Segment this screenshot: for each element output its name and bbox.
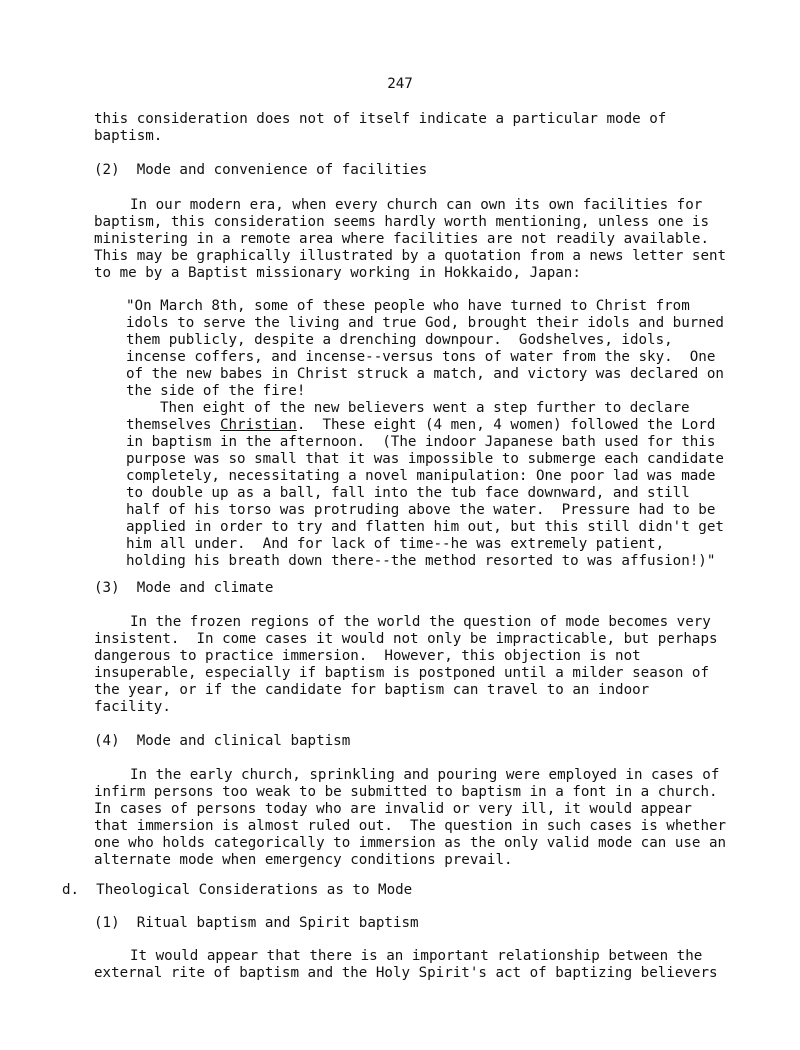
paragraph-line: that immersion is almost ruled out. The question in such cases is whether <box>94 818 727 834</box>
paragraph-line: It would appear that there is an important relationship between the <box>130 948 703 964</box>
quote-line: in baptism in the afternoon. (The indoor Japanese bath used for this <box>126 434 716 450</box>
quote-line: him all under. And for lack of time--he was extremely patient, <box>126 536 665 552</box>
intro-line: this consideration does not of itself indicate a particular mode of <box>94 111 667 127</box>
section-heading: (4) Mode and clinical baptism <box>94 733 351 749</box>
quote-line <box>126 417 715 434</box>
paragraph-line: This may be graphically illustrated by a quotation from a news letter sent <box>94 248 727 264</box>
quote-text: themselves <box>126 417 220 433</box>
quote-line: Then eight of the new believers went a step further to declare <box>160 400 690 416</box>
paragraph-line: facility. <box>94 699 171 715</box>
quote-line: incense coffers, and incense--versus tons of water from the sky. One <box>126 349 716 365</box>
quote-line: holding his breath down there--the method resorted to was affusion!)" <box>126 553 716 569</box>
quote-line: of the new babes in Christ struck a match, and victory was declared on <box>126 366 724 382</box>
paragraph-line: insuperable, especially if baptism is postponed until a milder season of <box>94 665 709 681</box>
quote-line: completely, necessitating a novel manipulation: One poor lad was made <box>126 468 716 484</box>
paragraph-line: baptism, this consideration seems hardly worth mentioning, unless one is <box>94 214 709 230</box>
paragraph-line: infirm persons too weak to be submitted to baptism in a font in a church. <box>94 784 718 800</box>
quote-text: . These eight (4 men, 4 women) followed the Lord <box>296 417 716 433</box>
section-heading: (1) Ritual baptism and Spirit baptism <box>94 915 419 931</box>
paragraph-line: In the early church, sprinkling and pouring were employed in cases of <box>130 767 720 783</box>
quote-line: applied in order to try and flatten him out, but this still didn't get <box>126 519 724 535</box>
paragraph-line: one who holds categorically to immersion as the only valid mode can use an <box>94 835 727 851</box>
paragraph-line: ministering in a remote area where facilities are not readily available. <box>94 231 709 247</box>
quote-line: "On March 8th, some of these people who have turned to Christ from <box>126 298 690 314</box>
paragraph-line: In our modern era, when every church can own its own facilities for <box>130 197 703 213</box>
quote-line: purpose was so small that it was impossible to submerge each candidate <box>126 451 724 467</box>
paragraph-line: insistent. In come cases it would not only be impracticable, but perhaps <box>94 631 718 647</box>
paragraph-line: In cases of persons today who are invalid or very ill, it would appear <box>94 801 692 817</box>
paragraph-line: external rite of baptism and the Holy Spirit's act of baptizing believers <box>94 965 718 981</box>
section-heading: (2) Mode and convenience of facilities <box>94 162 428 178</box>
quote-line: to double up as a ball, fall into the tub face downward, and still <box>126 485 690 501</box>
paragraph-line: the year, or if the candidate for baptism can travel to an indoor <box>94 682 650 698</box>
paragraph-line: dangerous to practice immersion. However, this objection is not <box>94 648 641 664</box>
paragraph-line: to me by a Baptist missionary working in Hokkaido, Japan: <box>94 265 581 281</box>
paragraph-line: In the frozen regions of the world the question of mode becomes very <box>130 614 711 630</box>
quote-line: them publicly, despite a drenching downpour. Godshelves, idols, <box>126 332 673 348</box>
quote-line: half of his torso was protruding above the water. Pressure had to be <box>126 502 716 518</box>
section-heading: (3) Mode and climate <box>94 580 274 596</box>
paragraph-line: alternate mode when emergency conditions prevail. <box>94 852 513 868</box>
intro-line: baptism. <box>94 128 163 144</box>
major-heading: d. Theological Considerations as to Mode <box>62 882 413 898</box>
page-number: 247 <box>387 76 413 92</box>
underlined-word: Christian <box>219 417 297 433</box>
quote-line: idols to serve the living and true God, brought their idols and burned <box>126 315 724 331</box>
quote-line: the side of the fire! <box>126 383 306 399</box>
